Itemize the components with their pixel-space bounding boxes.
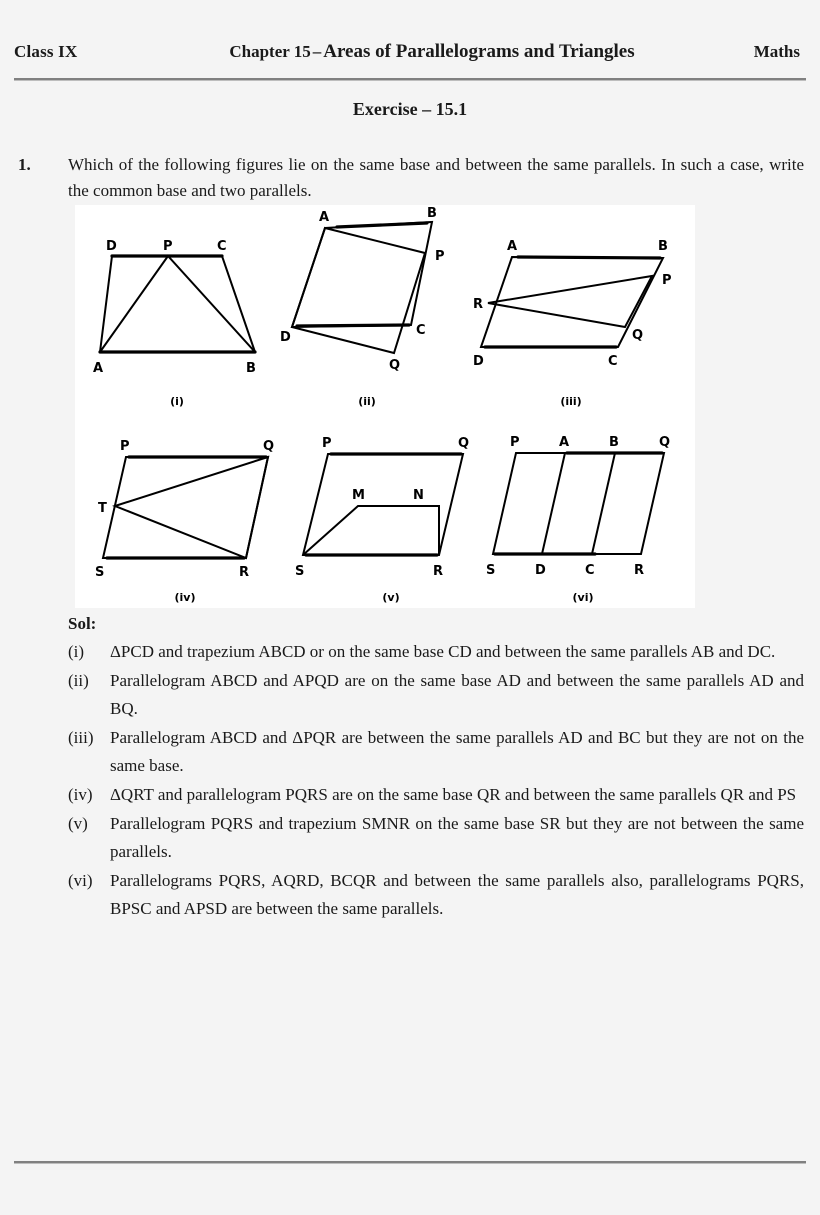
figures-panel bbox=[75, 205, 695, 608]
solution-item-marker: (iv) bbox=[68, 785, 93, 804]
figure-ii-label-p: P bbox=[435, 249, 445, 264]
solution-item-marker: (i) bbox=[68, 642, 85, 661]
figure-vi-parallelogram-pqrs bbox=[493, 453, 664, 554]
figure-iii-caption: (iii) bbox=[560, 395, 582, 408]
solution-item-marker: (ii) bbox=[68, 671, 89, 690]
figure-iii-label-r: R bbox=[473, 297, 484, 312]
solution-item-marker: (vi) bbox=[68, 871, 93, 890]
figure-v-label-q: Q bbox=[458, 436, 470, 451]
figure-ii-edge-dc bbox=[297, 325, 409, 326]
figure-iii-label-c: C bbox=[608, 354, 618, 369]
solution-list bbox=[68, 638, 806, 924]
header-divider bbox=[14, 78, 806, 81]
figure-i-label-b: B bbox=[246, 361, 256, 376]
figure-ii-label-b: B bbox=[427, 206, 437, 221]
figure-ii-label-d: D bbox=[280, 330, 291, 345]
figure-vi-label-q: Q bbox=[659, 435, 671, 450]
figure-iii-label-d: D bbox=[473, 354, 484, 369]
figure-iv bbox=[95, 439, 274, 604]
solution-item-text: ΔQRT and parallelogram PQRS are on the same base QR and between the same parallels QR and PS bbox=[110, 785, 797, 804]
solution-item bbox=[68, 667, 806, 723]
figure-vi-segment-ad bbox=[542, 453, 565, 554]
figure-i-label-d: D bbox=[106, 239, 117, 254]
figure-i-label-p: P bbox=[163, 239, 173, 254]
page-header bbox=[14, 38, 806, 66]
figure-iv-label-q: Q bbox=[263, 439, 275, 454]
question-block bbox=[18, 152, 806, 204]
figure-iv-label-r: R bbox=[239, 565, 250, 580]
figure-v-caption: (v) bbox=[382, 591, 400, 604]
figure-vi-label-r: R bbox=[634, 563, 645, 578]
figure-iii-label-a: A bbox=[507, 239, 518, 254]
figure-iii bbox=[473, 239, 672, 408]
figure-i-triangle bbox=[100, 256, 255, 352]
solution-item-marker: (iii) bbox=[68, 728, 94, 747]
solution-item-text: Parallelogram PQRS and trapezium SMNR on the same base SR but they are not between the same parallels. bbox=[110, 814, 804, 861]
figure-vi-label-p: P bbox=[510, 435, 520, 450]
header-dash: – bbox=[312, 42, 322, 61]
header-class-label: Class IX bbox=[14, 42, 78, 61]
figure-iv-caption: (iv) bbox=[174, 591, 196, 604]
figure-ii-label-q: Q bbox=[389, 358, 401, 373]
header-title bbox=[154, 41, 710, 63]
figure-iii-edge-ab bbox=[518, 257, 660, 258]
figures-svg bbox=[75, 205, 695, 608]
solution-item-text: Parallelograms PQRS, AQRD, BCQR and between the same parallels also, parallelograms PQRS, BPSC and APSD are between the same parallels. bbox=[110, 871, 804, 918]
figure-i-label-a: A bbox=[93, 361, 104, 376]
figure-v-label-s: S bbox=[295, 564, 305, 579]
figure-iv-label-p: P bbox=[120, 439, 130, 454]
figure-i-label-c: C bbox=[217, 239, 227, 254]
question-number: 1. bbox=[18, 155, 31, 174]
header-topic-label: Areas of Parallelograms and Triangles bbox=[323, 41, 635, 62]
figure-v bbox=[295, 436, 469, 604]
question-text: Which of the following figures lie on the same base and between the same parallels. In such a case, write the common base and two parallels. bbox=[68, 155, 804, 200]
figure-ii-parallelogram-apqd bbox=[292, 228, 425, 353]
figure-v-trapezium-smnr bbox=[303, 506, 439, 555]
solution-heading: Sol: bbox=[68, 614, 97, 633]
solution-item bbox=[68, 867, 806, 923]
exercise-title: Exercise – 15.1 bbox=[352, 99, 468, 119]
solution-item-text: ΔPCD and trapezium ABCD or on the same base CD and between the same parallels AB and DC. bbox=[110, 642, 776, 661]
figure-iii-triangle-pqr bbox=[488, 276, 652, 327]
figure-ii-caption: (ii) bbox=[358, 395, 376, 408]
header-subject-label: Maths bbox=[753, 42, 800, 61]
figure-ii-label-c: C bbox=[416, 323, 426, 338]
figure-v-label-m: M bbox=[352, 488, 365, 503]
figure-vi-label-d: D bbox=[535, 563, 546, 578]
figure-vi-segment-bc bbox=[592, 453, 615, 554]
figure-v-label-n: N bbox=[413, 488, 424, 503]
figure-iii-label-q: Q bbox=[632, 328, 644, 343]
figure-vi-label-a: A bbox=[559, 435, 570, 450]
figure-iv-label-t: T bbox=[98, 501, 107, 516]
figure-ii bbox=[280, 206, 445, 408]
solution-item-text: Parallelogram ABCD and ΔPQR are between the same parallels AD and BC but they are not on the same base. bbox=[110, 728, 804, 775]
figure-iv-label-s: S bbox=[95, 565, 105, 580]
figure-i-trapezium bbox=[100, 256, 255, 352]
solution-item-text: Parallelogram ABCD and APQD are on the same base AD and between the same parallels AD and BQ. bbox=[110, 671, 804, 718]
figure-iv-parallelogram-pqrs bbox=[103, 457, 268, 558]
figure-vi-label-s: S bbox=[486, 563, 496, 578]
figure-vi-caption: (vi) bbox=[572, 591, 594, 604]
figure-ii-label-a: A bbox=[319, 210, 330, 225]
figure-ii-edge-ab bbox=[337, 223, 427, 227]
footer-divider bbox=[14, 1161, 806, 1164]
figure-v-label-p: P bbox=[322, 436, 332, 451]
solution-item bbox=[68, 724, 806, 780]
solution-item bbox=[68, 781, 806, 809]
header-chapter-label: Chapter 15 bbox=[229, 42, 311, 61]
figure-iii-label-p: P bbox=[662, 273, 672, 288]
figure-i bbox=[93, 239, 256, 408]
figure-iii-label-b: B bbox=[658, 239, 668, 254]
figure-vi-label-c: C bbox=[585, 563, 595, 578]
figure-v-label-r: R bbox=[433, 564, 444, 579]
figure-vi bbox=[486, 435, 670, 604]
figure-i-caption: (i) bbox=[170, 395, 184, 408]
solution-item bbox=[68, 638, 806, 666]
solution-item bbox=[68, 810, 806, 866]
figure-iv-triangle-qrt bbox=[115, 457, 268, 558]
solution-item-marker: (v) bbox=[68, 814, 88, 833]
figure-vi-label-b: B bbox=[609, 435, 619, 450]
